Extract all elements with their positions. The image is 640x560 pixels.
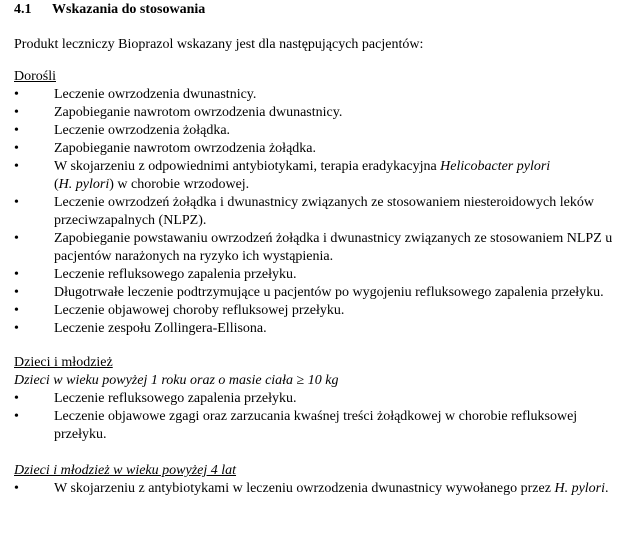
list-item xyxy=(14,320,626,338)
list-item-text: Leczenie zespołu Zollingera-Ellisona. xyxy=(54,321,267,336)
list-item xyxy=(14,158,626,194)
text-run: ( xyxy=(54,177,59,192)
bullet-icon: • xyxy=(14,481,19,496)
children-indications-list-2 xyxy=(14,480,626,498)
list-item xyxy=(14,140,626,158)
list-item-text: Leczenie objawowe zgagi oraz zarzucania kwaśnej treści żołądkowej w chorobie refluksowej przełyku. xyxy=(54,409,578,442)
bullet-icon: • xyxy=(14,231,19,246)
list-item-text: Leczenie refluksowego zapalenia przełyku. xyxy=(54,391,297,406)
bullet-icon: • xyxy=(14,105,19,120)
bullet-icon: • xyxy=(14,285,19,300)
list-item xyxy=(14,390,626,408)
bullet-icon: • xyxy=(14,87,19,102)
bullet-icon: • xyxy=(14,303,19,318)
children-indications-list-1 xyxy=(14,390,626,444)
list-item xyxy=(14,104,626,122)
list-item-text: Zapobieganie nawrotom owrzodzenia dwunastnicy. xyxy=(54,105,343,120)
text-run: . xyxy=(605,481,609,496)
text-run: W skojarzeniu z antybiotykami w leczeniu owrzodzenia dwunastnicy wywołanego przez xyxy=(54,481,555,496)
list-item-text xyxy=(54,480,626,498)
text-run: ) w chorobie wrzodowej. xyxy=(109,177,250,192)
list-item xyxy=(14,408,626,444)
list-item-text: Leczenie owrzodzenia żołądka. xyxy=(54,123,231,138)
list-item xyxy=(14,266,626,284)
section-heading xyxy=(14,1,626,19)
list-item-text: Zapobieganie powstawaniu owrzodzeń żołądka i dwunastnicy związanych ze stosowaniem NLPZ u pacjentów narażonych na ryzyko ich wystąpienia. xyxy=(54,231,613,264)
section-title: Wskazania do stosowania xyxy=(52,2,206,17)
italic-term: H. pylori xyxy=(554,481,606,496)
list-item xyxy=(14,194,626,230)
list-item-text: Leczenie owrzodzeń żołądka i dwunastnicy związanych ze stosowaniem niesteroidowych leków przeciwzapalnych (NLPZ). xyxy=(54,195,594,228)
bullet-icon: • xyxy=(14,123,19,138)
adults-indications-list xyxy=(14,86,626,338)
list-item xyxy=(14,480,626,498)
children-heading: Dzieci i młodzież xyxy=(14,355,113,370)
bullet-icon: • xyxy=(14,391,19,406)
bullet-icon: • xyxy=(14,159,19,174)
list-item xyxy=(14,230,626,266)
bullet-icon: • xyxy=(14,141,19,156)
children-age-note-1: Dzieci w wieku powyżej 1 roku oraz o masie ciała ≥ 10 kg xyxy=(14,373,339,388)
list-item-text: Długotrwałe leczenie podtrzymujące u pacjentów po wygojeniu refluksowego zapalenia przełyku. xyxy=(54,285,604,300)
text-run: W skojarzeniu z odpowiednimi antybiotykami, terapia eradykacyjna xyxy=(54,159,441,174)
list-item-text: Leczenie owrzodzenia dwunastnicy. xyxy=(54,87,257,102)
bullet-icon: • xyxy=(14,321,19,336)
list-item xyxy=(14,122,626,140)
intro-paragraph: Produkt leczniczy Bioprazol wskazany jest dla następujących pacjentów: xyxy=(14,37,424,52)
list-item-text: Zapobieganie nawrotom owrzodzenia żołądka. xyxy=(54,141,317,156)
list-item-text: Leczenie objawowej choroby refluksowej przełyku. xyxy=(54,303,345,318)
document-page xyxy=(14,0,626,498)
italic-term: Helicobacter pylori xyxy=(440,159,551,174)
bullet-icon: • xyxy=(14,195,19,210)
list-item xyxy=(14,284,626,302)
list-item xyxy=(14,86,626,104)
adults-heading: Dorośli xyxy=(14,69,56,84)
bullet-icon: • xyxy=(14,267,19,282)
bullet-icon: • xyxy=(14,409,19,424)
italic-term: H. pylori xyxy=(58,177,110,192)
children-age-note-2: Dzieci i młodzież w wieku powyżej 4 lat xyxy=(14,463,237,478)
list-item xyxy=(14,302,626,320)
list-item-text xyxy=(54,158,626,194)
section-number: 4.1 xyxy=(14,2,32,17)
list-item-text: Leczenie refluksowego zapalenia przełyku. xyxy=(54,267,297,282)
